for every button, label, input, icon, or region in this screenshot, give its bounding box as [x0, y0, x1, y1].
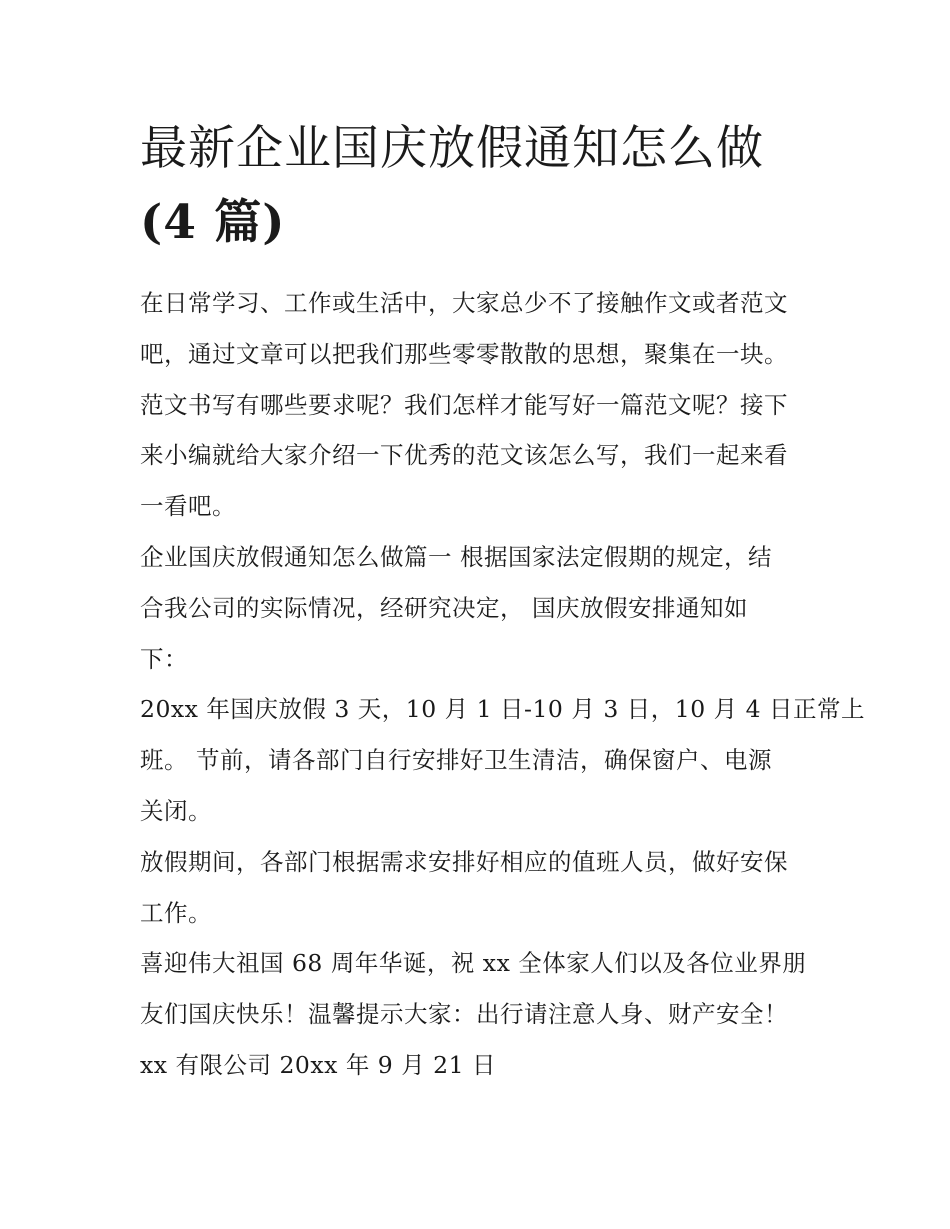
- text-line: 企业国庆放假通知怎么做篇一 根据国家法定假期的规定，结: [140, 542, 772, 571]
- text-line: 工作。: [140, 898, 212, 927]
- paragraph-duty: [140, 837, 820, 939]
- signature-line: xx 有限公司 20xx 年 9 月 21 日: [140, 1050, 497, 1079]
- text-line: 班。 节前，请各部门自行安排好卫生清洁，确保窗户、电源: [140, 746, 772, 775]
- text-line: 吧，通过文章可以把我们那些零零散散的思想，聚集在一块。: [140, 339, 788, 368]
- text-line: 在日常学习、工作或生活中，大家总少不了接触作文或者范文: [140, 289, 788, 317]
- text-line: 范文书写有哪些要求呢？我们怎样才能写好一篇范文呢？接下: [140, 390, 788, 419]
- text-line: 放假期间，各部门根据需求安排好相应的值班人员，做好安保: [140, 847, 788, 876]
- text-line: 关闭。: [140, 796, 212, 825]
- text-line: 友们国庆快乐！温馨提示大家：出行请注意人身、财产安全！: [140, 1000, 788, 1029]
- title-line: 最新企业国庆放假通知怎么做: [140, 121, 764, 176]
- text-line: 20xx 年国庆放假 3 天，10 月 1 日-10 月 3 日，10 月 4 日正常上: [140, 695, 866, 724]
- text-line: 下：: [140, 644, 188, 673]
- paragraph-intro: [140, 278, 820, 532]
- paragraph-greeting: [140, 938, 820, 1090]
- document-body: [140, 112, 866, 1091]
- text-line: 来小编就给大家介绍一下优秀的范文该怎么写，我们一起来看: [140, 441, 788, 470]
- title-line: (4 篇): [140, 195, 286, 250]
- text-line: 一看吧。: [140, 492, 236, 521]
- text-line: 合我公司的实际情况，经研究决定， 国庆放假安排通知如: [140, 593, 748, 622]
- paragraph-notice-intro: [140, 532, 820, 684]
- paragraph-schedule: [140, 684, 866, 836]
- text-line: 喜迎伟大祖国 68 周年华诞，祝 xx 全体家人们以及各位业界朋: [140, 949, 807, 978]
- document-title: [140, 112, 820, 260]
